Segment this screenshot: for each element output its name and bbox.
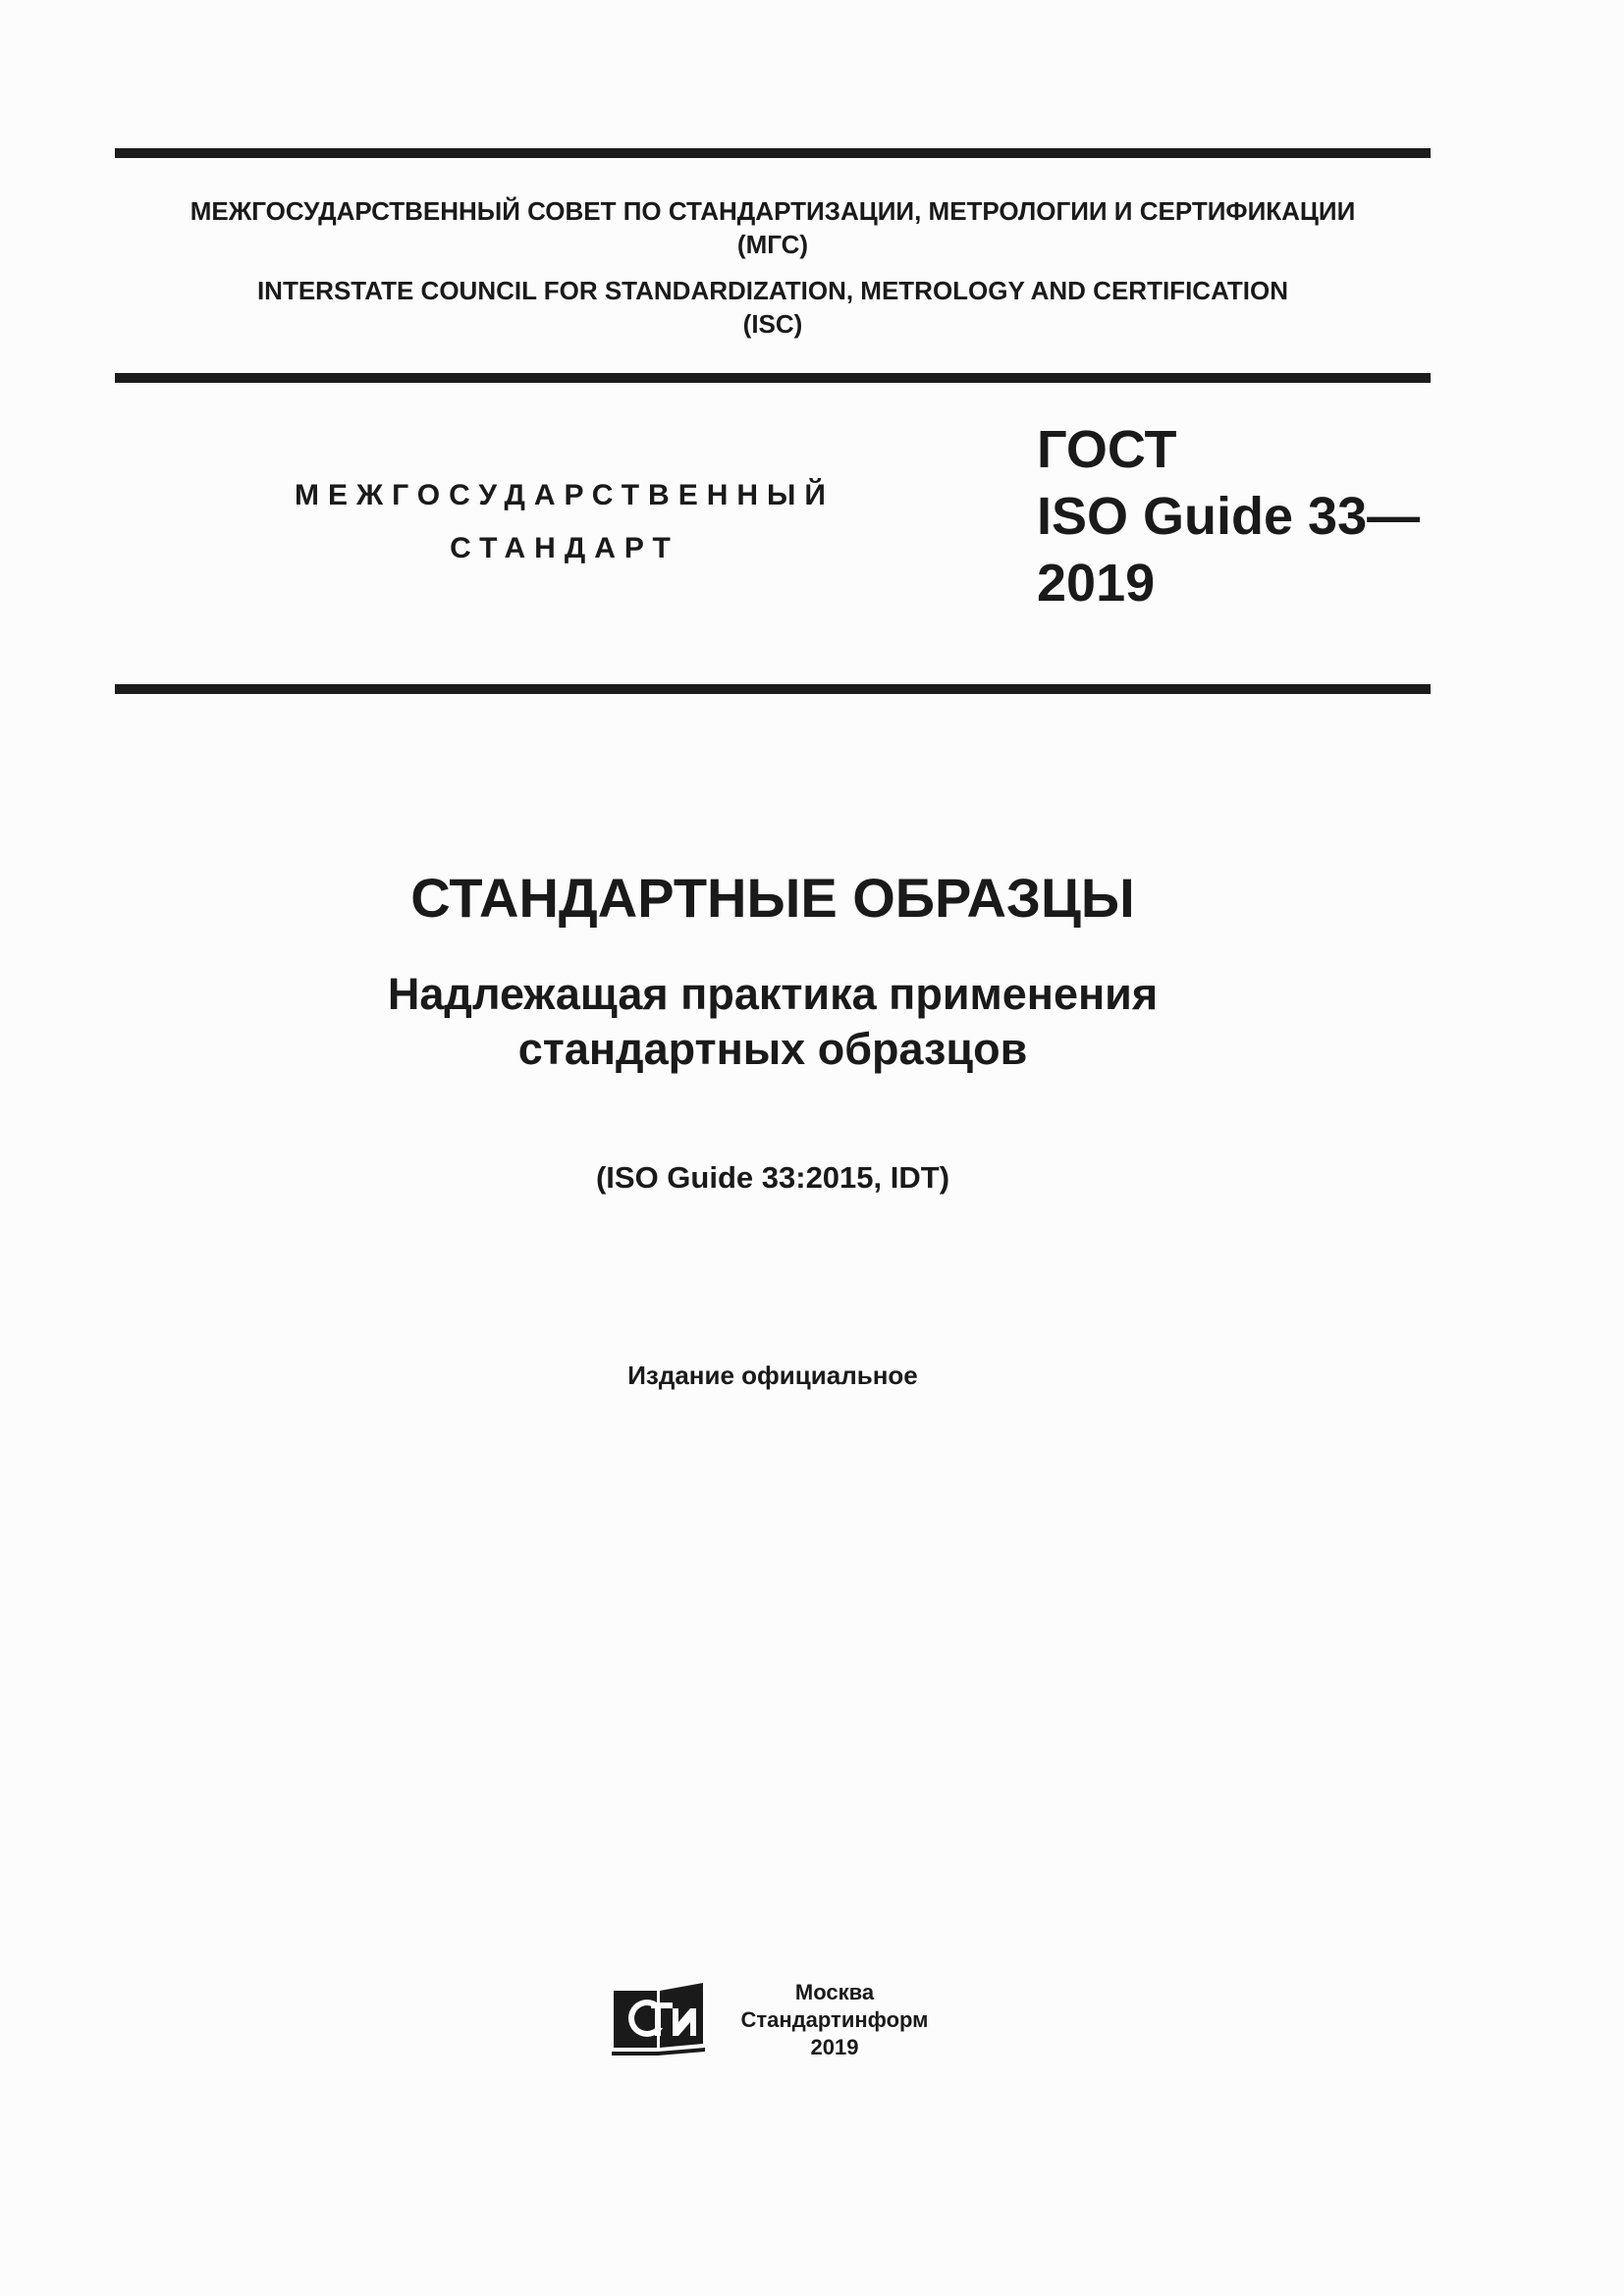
council-name-en — [115, 274, 1431, 341]
top-divider — [115, 148, 1431, 158]
standard-type — [226, 469, 903, 575]
official-edition: Издание официальное — [627, 1361, 918, 1390]
middle-divider — [115, 373, 1431, 383]
document-title: СТАНДАРТНЫЕ ОБРАЗЦЫ — [410, 867, 1135, 929]
standard-designation — [1037, 416, 1430, 616]
publisher-info — [727, 1979, 943, 2061]
publisher-name: Стандартинформ — [740, 2007, 929, 2032]
standard-type-line2: СТАНДАРТ — [450, 532, 679, 564]
designation-year: 2019 — [1037, 554, 1156, 613]
designation-iso: ISO Guide 33— — [1037, 487, 1421, 546]
standard-type-line1: МЕЖГОСУДАРСТВЕННЫЙ — [295, 479, 835, 511]
council-name-en-line1: INTERSTATE COUNCIL FOR STANDARDIZATION, METROLOGY AND CERTIFICATION — [256, 276, 1289, 305]
document-subtitle-line2: стандартных образцов — [517, 1024, 1028, 1074]
document-subtitle — [115, 967, 1431, 1077]
council-name-ru-line1: МЕЖГОСУДАРСТВЕННЫЙ СОВЕТ ПО СТАНДАРТИЗАЦИИ, МЕТРОЛОГИИ И СЕРТИФИКАЦИИ — [189, 196, 1356, 226]
standartinform-logo-icon — [612, 1979, 705, 2056]
council-abbr-ru: (МГС) — [736, 230, 809, 259]
designation-gost: ГОСТ — [1037, 420, 1177, 479]
iso-reference: (ISO Guide 33:2015, IDT) — [595, 1160, 950, 1195]
council-name-ru — [115, 194, 1431, 261]
document-subtitle-line1: Надлежащая практика применения — [387, 969, 1159, 1019]
publisher-city: Москва — [794, 1980, 875, 2004]
bottom-divider — [115, 684, 1431, 694]
council-abbr-en: (ISC) — [742, 309, 803, 339]
publisher-year: 2019 — [810, 2035, 859, 2059]
